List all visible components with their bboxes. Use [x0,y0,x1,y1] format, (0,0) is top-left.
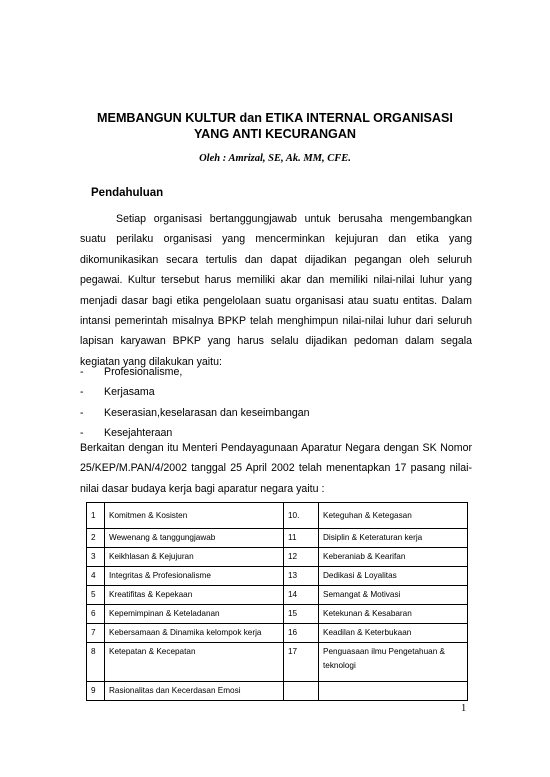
list-bullet: - [80,406,84,419]
table-row: 6 Kepemimpinan & Keteladanan 15 Ketekunan & Kesabaran [87,605,468,624]
list-item: - Kerjasama [80,382,310,402]
table-row: 9 Rasionalitas dan Kecerdasan Emosi [87,682,468,701]
table-row: 2 Wewenang & tanggungjawab 11 Disiplin & Keteraturan kerja [87,529,468,548]
document-title-line-1: MEMBANGUN KULTUR dan ETIKA INTERNAL ORGANISASI [97,111,453,125]
table-row: 3 Keikhlasan & Kejujuran 12 Keberaniab & Kearifan [87,548,468,567]
list-bullet: - [80,366,84,378]
table-row: 4 Integritas & Profesionalisme 13 Dedikasi & Loyalitas [87,567,468,586]
table-row: 1 Komitmen & Kosisten 10. Keteguhan & Ketegasan [87,503,468,529]
section-heading: Pendahuluan [91,187,164,199]
intro-paragraph: Setiap organisasi bertanggungjawab untuk berusaha mengembangkan suatu perilaku organisasi yang mencerminkan kejujuran dan etika yang dikomunikasikan secara tertulis dan dapat dijadikan pegangan oleh seluruh pegawai. Kultur tersebut harus memiliki akar dan memiliki nilai-nilai luhur yang menjadi dasar bagi etika pengelolaan suatu organisasi atau suatu entitas. Dalam intansi pemerintah misalnya BPKP telah menghimpun nilai-nilai luhur dari seluruh lapisan karyawan BPKP yang harus selalu dijadikan pedoman dalam segala kegiatan yang dilakukan yaitu: [80,213,472,368]
work-values-table [86,502,468,701]
author-line: Oleh : Amrizal, SE, Ak. MM, CFE. [199,153,351,164]
table-row: 7 Kebersamaan & Dinamika kelompok kerja 16 Keadilan & Keterbukaan [87,624,468,643]
list-bullet: - [80,427,84,440]
table-row: 5 Kreatifitas & Kepekaan 14 Semangat & Motivasi [87,586,468,605]
list-bullet: - [80,386,84,399]
values-list [80,362,310,444]
decree-paragraph: Berkaitan dengan itu Menteri Pendayagunaan Aparatur Negara dengan SK Nomor 25/KEP/M.PAN/4/2002 tanggal 25 April 2002 telah menentapkan 17 pasang nilai-nilai dasar budaya kerja bagi aparatur negara yaitu : [80,442,472,495]
list-item: - Kesejahteraan [80,423,310,443]
list-item: - Profesionalisme, [80,362,310,382]
table-row: 8 Ketepatan & Kecepatan 17 Penguasaan ilmu Pengetahuan & teknologi [87,643,468,682]
page-number: 1 [461,703,467,714]
document-title-line-2: YANG ANTI KECURANGAN [193,127,357,141]
list-item: - Keserasian,keselarasan dan keseimbangan [80,403,310,423]
